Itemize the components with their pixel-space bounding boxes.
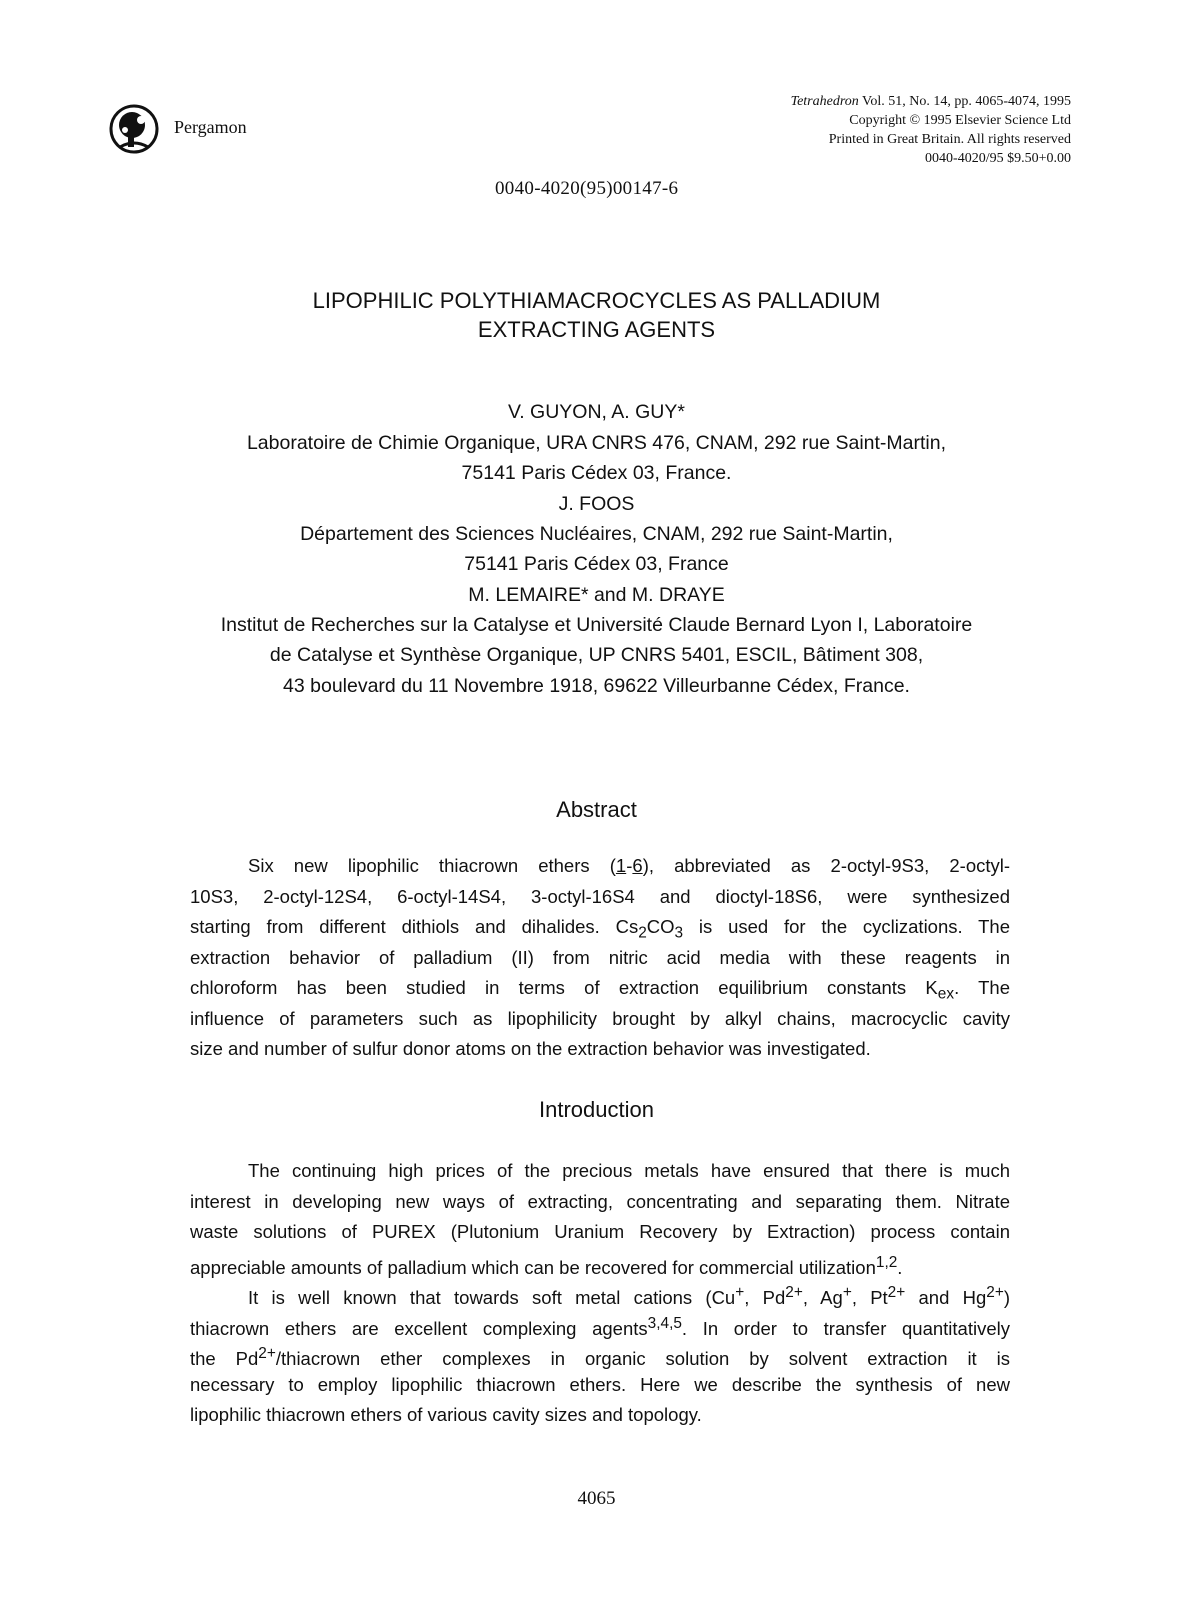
printed-line: Printed in Great Britain. All rights reserved xyxy=(828,132,1071,147)
author-line: M. LEMAIRE* and M. DRAYE xyxy=(468,584,725,606)
intro-line: the $Pd^{2+}$/thiacrown ether complexes in organic solution by solvent extraction it is xyxy=(190,1345,1010,1370)
affiliation-line: Laboratoire de Chimie Organique, URA CNRS 476, CNAM, 292 rue Saint-Martin, xyxy=(246,432,947,454)
affiliation-line: Département des Sciences Nucléaires, CNAM, 292 rue Saint-Martin, xyxy=(300,523,893,545)
intro-line: waste solutions of PUREX (Plutonium Uranium Recovery by Extraction) process contain xyxy=(190,1221,1010,1242)
abstract-line: Six new lipophilic thiacrown ethers (1-6), abbreviated as 2-octyl-9S3, 2-octyl- xyxy=(248,855,1011,876)
abstract-line: extraction behavior of palladium (II) from nitric acid media with these reagents in xyxy=(190,946,1010,968)
paper-title-line-2: EXTRACTING AGENTS xyxy=(477,317,716,342)
intro-line: The continuing high prices of the precious metals have ensured that there is much xyxy=(248,1160,1010,1181)
introduction-heading: Introduction xyxy=(539,1097,654,1122)
introduction-paragraphs xyxy=(190,1156,1010,1431)
author-line: V. GUYON, A. GUY* xyxy=(507,401,685,423)
journal-volume-pages: Vol. 51, No. 14, pp. 4065-4074, 1995 xyxy=(858,94,1071,109)
affiliation-line: 75141 Paris Cédex 03, France xyxy=(464,553,729,575)
intro-line: appreciable amounts of palladium which can be recovered for commercial utilization$^{1,2}$. xyxy=(190,1253,903,1278)
intro-line: lipophilic thiacrown ethers of various cavity sizes and topology. xyxy=(190,1404,702,1425)
compound-reference: 1 xyxy=(615,855,627,876)
citation-superscript: 1,2 xyxy=(875,1253,898,1271)
affiliation-line: Institut de Recherches sur la Catalyse et Université Claude Bernard Lyon I, Laboratoire xyxy=(220,614,973,636)
abstract-line: size and number of sulfur donor atoms on the extraction behavior was investigated. xyxy=(190,1038,871,1059)
page-number: 4065 xyxy=(577,1488,616,1509)
compound-reference: 6 xyxy=(632,855,643,876)
journal-citation xyxy=(791,92,1071,111)
abstract-line: chloroform has been studied in terms of extraction equilibrium constants $K_{ex}$. The xyxy=(190,977,1010,1003)
intro-line: interest in developing new ways of extracting, concentrating and separating them. Nitrate xyxy=(190,1190,1010,1212)
abstract-line: influence of parameters such as lipophilicity brought by alkyl chains, macrocyclic cavity xyxy=(190,1007,1010,1029)
citation-superscript: 3,4,5 xyxy=(647,1314,682,1332)
journal-name: Tetrahedron xyxy=(790,94,859,109)
intro-line: It is well known that towards soft metal cations (Cu+, $Pd^{2+}$, Ag+, $Pt^{2+}$ and $Hg^{2+}$) xyxy=(248,1284,1010,1309)
intro-line: necessary to employ lipophilic thiacrown ethers. Here we describe the synthesis of new xyxy=(190,1373,1010,1395)
affiliation-line: 75141 Paris Cédex 03, France. xyxy=(461,462,732,484)
abstract-line: starting from different dithiols and dihalides. $Cs_2CO_3$ is used for the cyclizations. The xyxy=(190,916,1010,942)
abstract-line: 10S3, 2-octyl-12S4, 6-octyl-14S4, 3-octyl-16S4 and dioctyl-18S6, were synthesized xyxy=(190,885,1010,907)
affiliation-line: de Catalyse et Synthèse Organique, UP CNRS 5401, ESCIL, Bâtiment 308, xyxy=(269,644,924,666)
intro-line: thiacrown ethers are excellent complexing agents$^{3,4,5}$. In order to transfer quantitatively xyxy=(190,1314,1010,1339)
abstract-heading: Abstract xyxy=(556,797,637,822)
abstract-paragraph xyxy=(190,851,1010,1065)
affiliation-line: 43 boulevard du 11 Novembre 1918, 69622 Villeurbanne Cédex, France. xyxy=(283,675,910,697)
issn-price-line: 0040-4020/95 $9.50+0.00 xyxy=(925,151,1071,166)
author-line: J. FOOS xyxy=(558,493,635,515)
document-identifier: 0040-4020(95)00147-6 xyxy=(495,178,679,199)
elsevier-tree-logo-icon xyxy=(108,103,160,155)
copyright-line: Copyright © 1995 Elsevier Science Ltd xyxy=(849,113,1071,128)
paper-title-line-1: LIPOPHILIC POLYTHIAMACROCYCLES AS PALLADIUM xyxy=(312,288,881,313)
journal-citation-block xyxy=(791,92,1071,168)
publisher-name: Pergamon xyxy=(174,117,247,137)
